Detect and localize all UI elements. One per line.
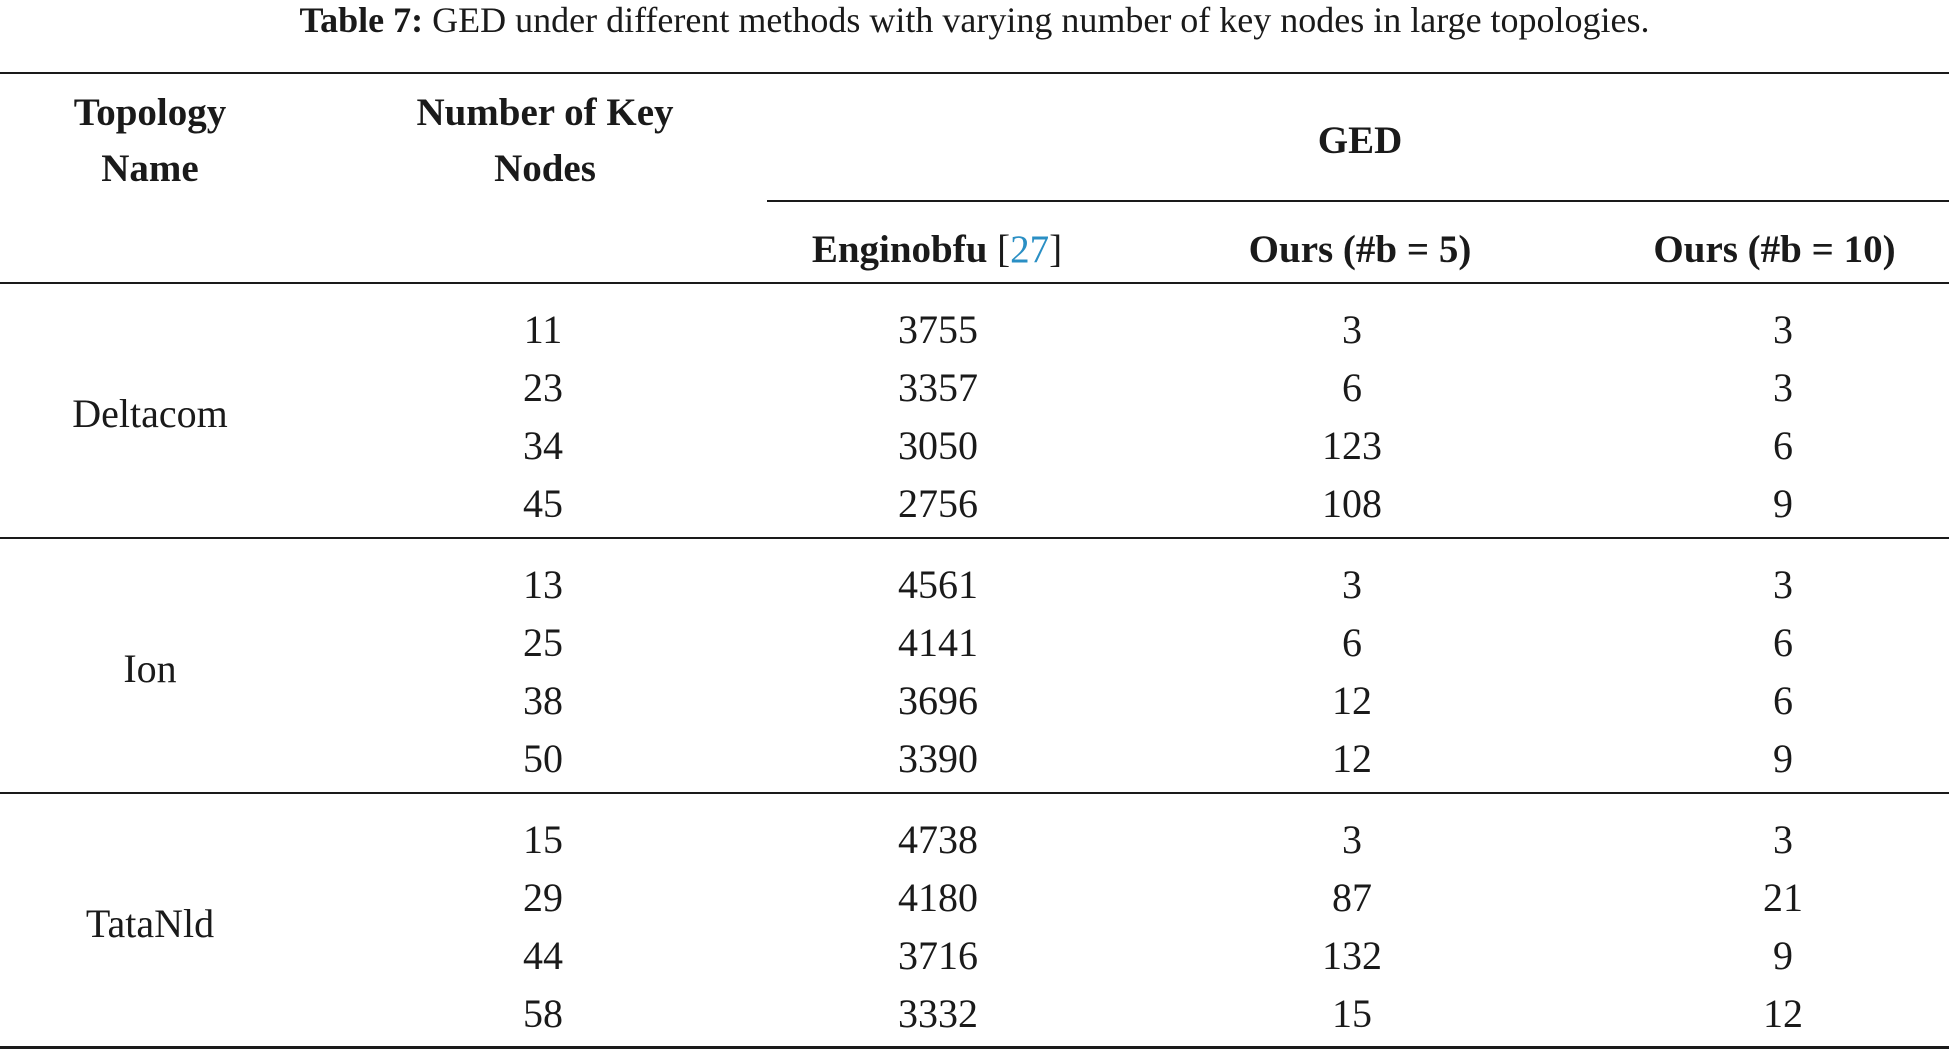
citation-link[interactable]: 27 <box>1010 228 1050 271</box>
table-row <box>0 421 1949 479</box>
table-row <box>0 305 1949 363</box>
ours-b5-cell: 3 <box>1342 562 1362 607</box>
ours-b10-cell: 3 <box>1773 307 1793 352</box>
key-nodes-cell: 29 <box>523 875 563 920</box>
enginobfu-cell: 4561 <box>898 562 978 607</box>
ours-b10-cell: 6 <box>1773 620 1793 665</box>
ours-b10-cell: 3 <box>1773 365 1793 410</box>
topology-name: Deltacom <box>72 391 228 436</box>
ours-b5-cell: 15 <box>1332 991 1372 1036</box>
header-keynodes-line2: Nodes <box>494 147 596 190</box>
ours-b10-cell: 9 <box>1773 481 1793 526</box>
key-nodes-cell: 34 <box>523 423 563 468</box>
table-row <box>0 676 1949 734</box>
key-nodes-cell: 23 <box>523 365 563 410</box>
enginobfu-cell: 4141 <box>898 620 978 665</box>
table-row <box>0 618 1949 676</box>
table-row <box>0 734 1949 792</box>
enginobfu-cell: 4738 <box>898 817 978 862</box>
table-caption <box>0 0 1949 40</box>
key-nodes-cell: 50 <box>523 736 563 781</box>
ours-b10-cell: 9 <box>1773 933 1793 978</box>
enginobfu-cell: 3050 <box>898 423 978 468</box>
table-row <box>0 560 1949 618</box>
ref-bracket-close: ] <box>1049 228 1063 271</box>
ours-b10-cell: 6 <box>1773 678 1793 723</box>
bottom-rule <box>0 1046 1949 1049</box>
ours-b5-cell: 6 <box>1342 365 1362 410</box>
topology-name: Ion <box>123 646 177 691</box>
table-row <box>0 931 1949 989</box>
table-row <box>0 479 1949 537</box>
header-keynodes-line1: Number of Key <box>416 91 674 134</box>
ours-b5-cell: 132 <box>1322 933 1382 978</box>
ours-b10-cell: 21 <box>1763 875 1803 920</box>
table-row <box>0 989 1949 1047</box>
ours-b5-cell: 6 <box>1342 620 1362 665</box>
enginobfu-cell: 4180 <box>898 875 978 920</box>
enginobfu-cell: 2756 <box>898 481 978 526</box>
header-number-of-key-nodes <box>380 85 710 197</box>
ours-b10-cell: 3 <box>1773 562 1793 607</box>
key-nodes-cell: 45 <box>523 481 563 526</box>
table-row <box>0 815 1949 873</box>
group-separator-rule <box>0 792 1949 794</box>
caption-label: Table 7: <box>299 0 424 40</box>
enginobfu-cell: 3357 <box>898 365 978 410</box>
header-ours-b5: Ours (#b = 5) <box>1248 228 1472 271</box>
table-row <box>0 873 1949 931</box>
table-row <box>0 363 1949 421</box>
header-enginobfu-label: Enginobfu <box>811 228 988 271</box>
header-topology-name <box>40 85 260 197</box>
top-rule <box>0 72 1949 74</box>
enginobfu-cell: 3755 <box>898 307 978 352</box>
ours-b5-cell: 123 <box>1322 423 1382 468</box>
header-ours-b10: Ours (#b = 10) <box>1653 228 1896 271</box>
header-bottom-rule <box>0 282 1949 284</box>
ours-b5-cell: 3 <box>1342 307 1362 352</box>
enginobfu-cell: 3390 <box>898 736 978 781</box>
key-nodes-cell: 44 <box>523 933 563 978</box>
enginobfu-cell: 3716 <box>898 933 978 978</box>
ours-b10-cell: 12 <box>1763 991 1803 1036</box>
header-topology-line2: Name <box>101 147 199 190</box>
ours-b10-cell: 6 <box>1773 423 1793 468</box>
caption-text: GED under different methods with varying number of key nodes in large topologies. <box>432 0 1650 40</box>
key-nodes-cell: 58 <box>523 991 563 1036</box>
ours-b5-cell: 3 <box>1342 817 1362 862</box>
header-topology-line1: Topology <box>73 91 227 134</box>
key-nodes-cell: 13 <box>523 562 563 607</box>
header-ged: GED <box>1317 119 1403 162</box>
ours-b10-cell: 3 <box>1773 817 1793 862</box>
key-nodes-cell: 11 <box>523 307 563 352</box>
topology-name: TataNld <box>85 901 215 946</box>
ours-b5-cell: 12 <box>1332 678 1372 723</box>
ours-b5-cell: 12 <box>1332 736 1372 781</box>
header-enginobfu <box>767 222 1107 278</box>
key-nodes-cell: 38 <box>523 678 563 723</box>
ref-bracket-open: [ <box>997 228 1011 271</box>
ours-b10-cell: 9 <box>1773 736 1793 781</box>
enginobfu-cell: 3696 <box>898 678 978 723</box>
group-separator-rule <box>0 537 1949 539</box>
ours-b5-cell: 108 <box>1322 481 1382 526</box>
key-nodes-cell: 15 <box>523 817 563 862</box>
key-nodes-cell: 25 <box>523 620 563 665</box>
ged-subheader-rule <box>767 200 1949 202</box>
enginobfu-cell: 3332 <box>898 991 978 1036</box>
ours-b5-cell: 87 <box>1332 875 1372 920</box>
